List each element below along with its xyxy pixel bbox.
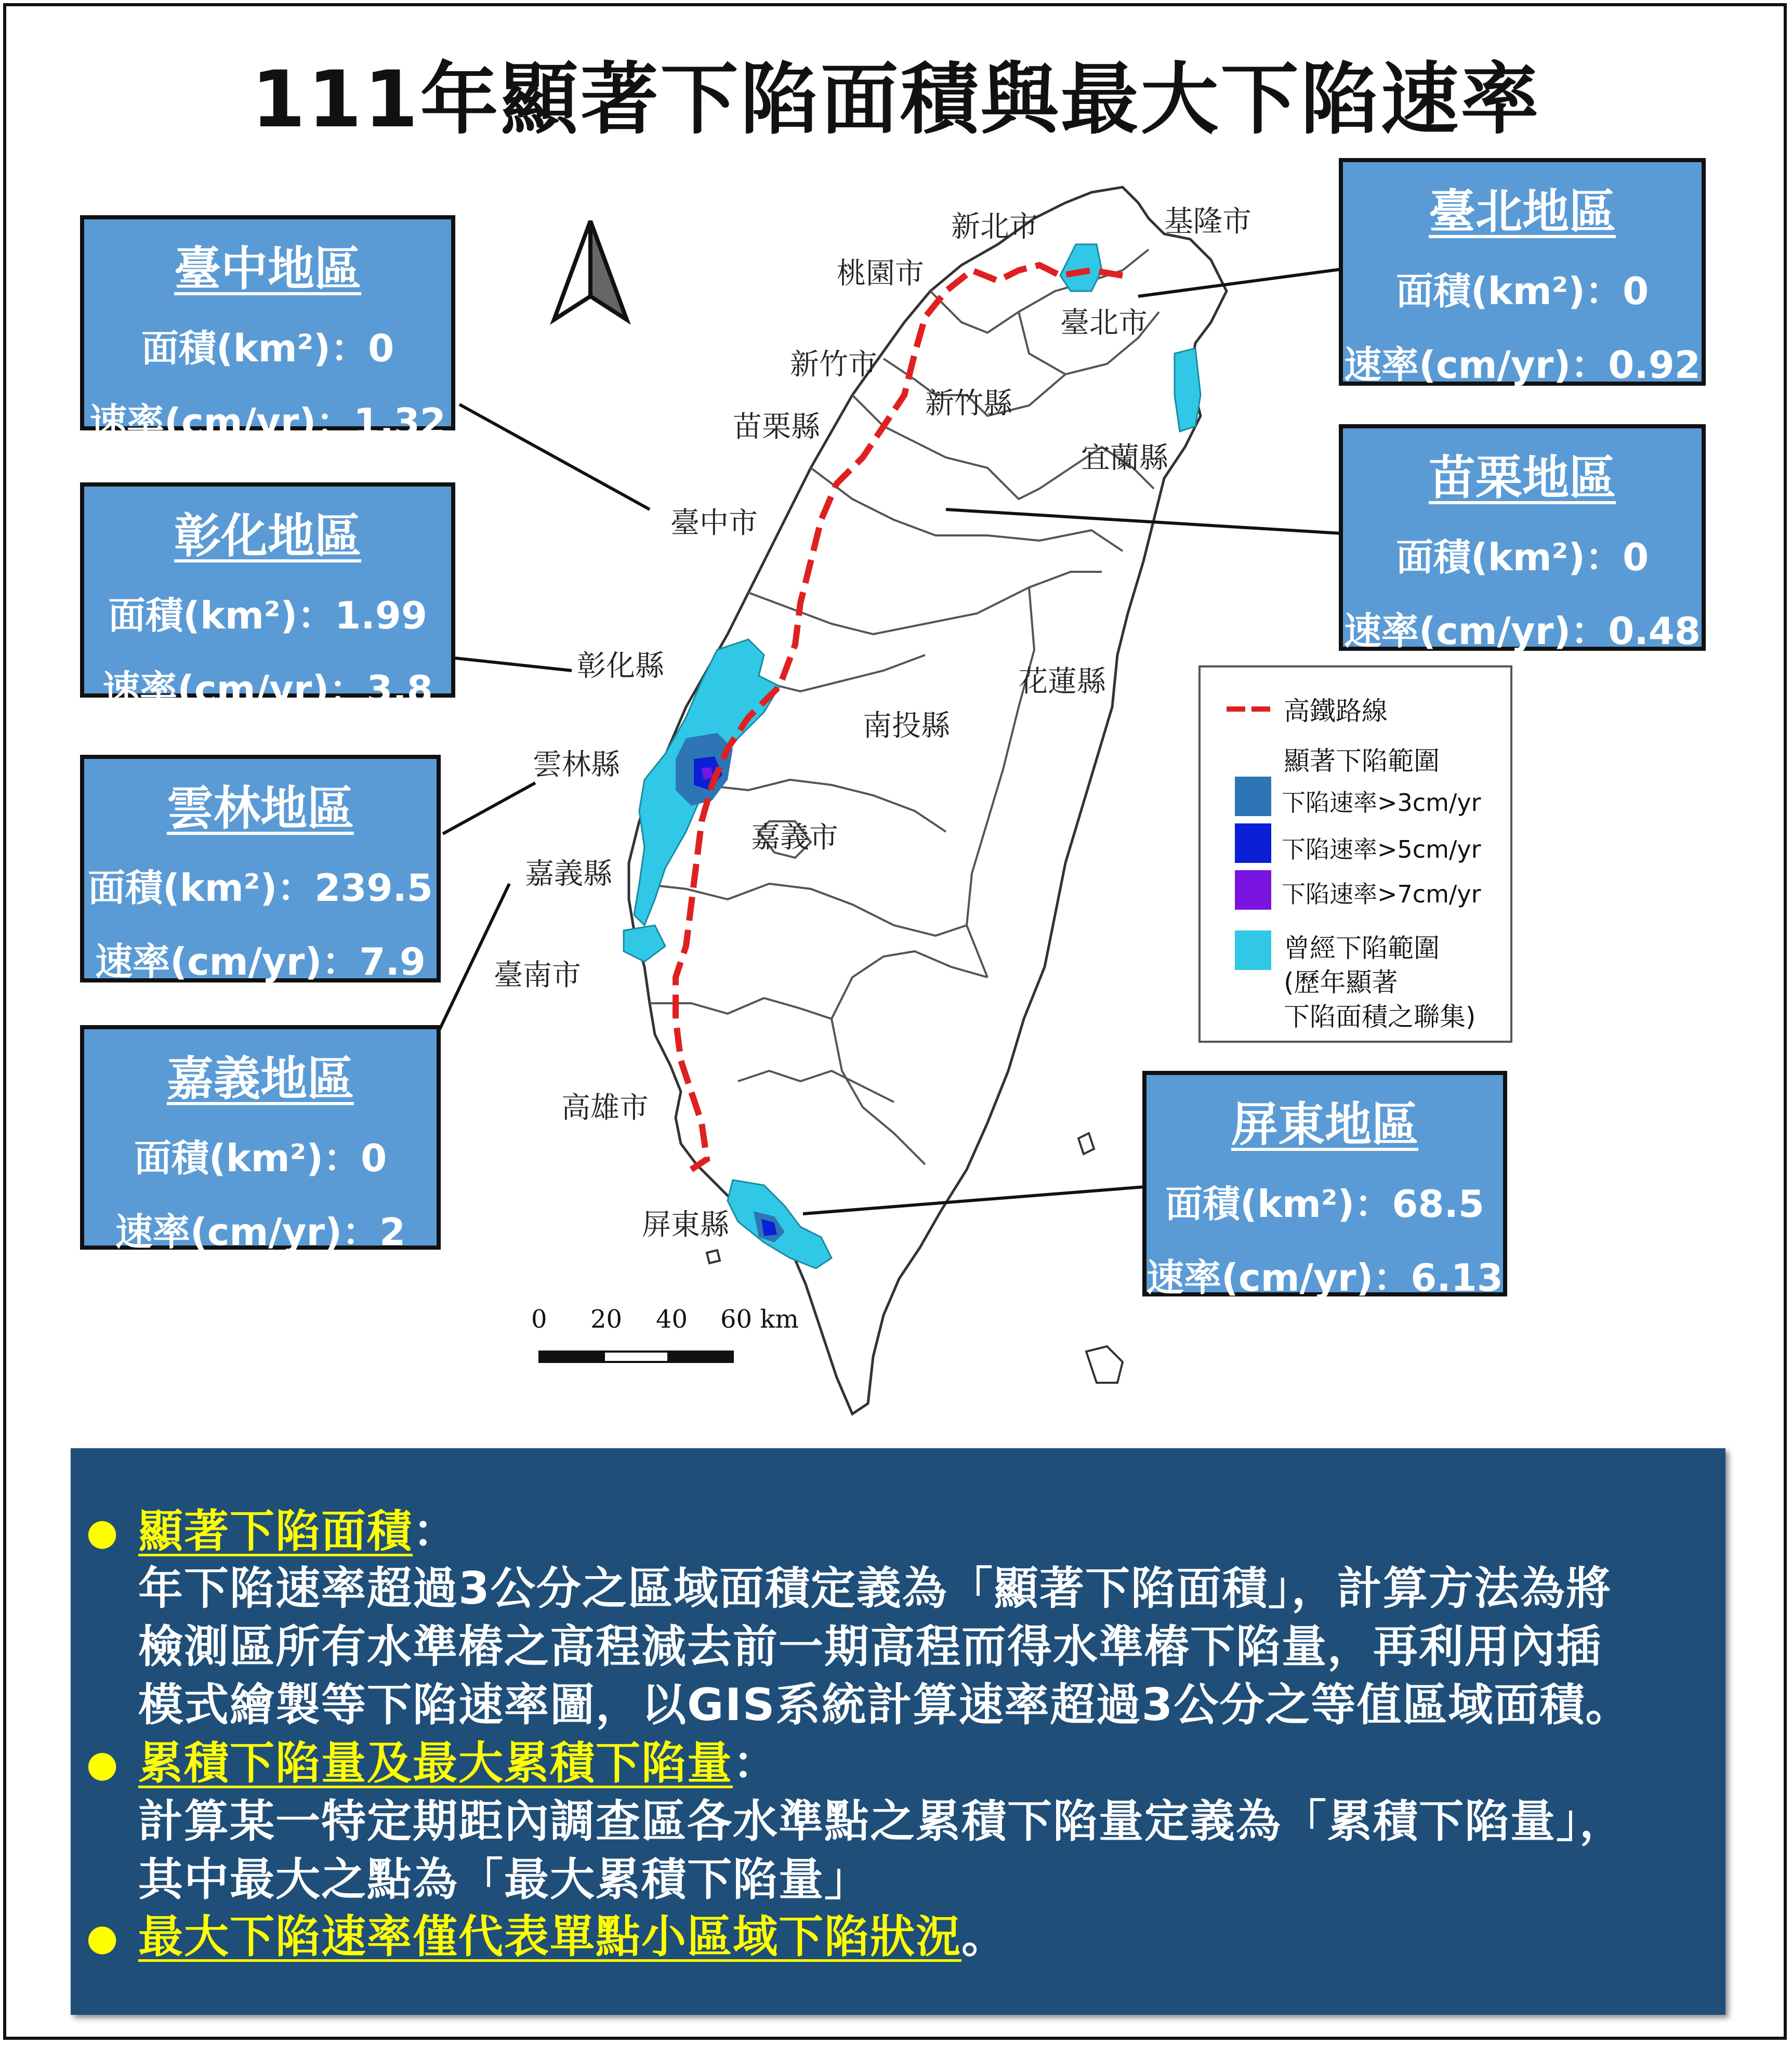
map-legend	[1198, 665, 1512, 1043]
scale-label-60: 60 km	[720, 1305, 799, 1334]
label-newtaipei: 新北市	[951, 210, 1038, 244]
definition-1-line-2: 檢測區所有水準樁之高程減去前一期高程而得水準樁下陷量，再利用內插	[138, 1621, 1602, 1673]
region-name: 臺北地區	[1429, 185, 1616, 239]
region-area: 面積(km²)：0	[1395, 269, 1649, 313]
scale-bar	[539, 1352, 733, 1362]
legend-gt3-label: 下陷速率>3cm/yr	[1282, 789, 1481, 817]
page-title: 111年顯著下陷面積與最大下陷速率	[251, 55, 1541, 145]
label-pingtung: 屏東縣	[642, 1208, 729, 1242]
label-chiayi-city: 嘉義市	[751, 821, 838, 855]
region-box-taipei	[1339, 158, 1706, 386]
scale-label-0: 0	[531, 1305, 547, 1334]
definitions-panel	[71, 1448, 1725, 2015]
region-name: 雲林地區	[167, 781, 354, 836]
label-tainan: 臺南市	[494, 959, 581, 992]
definition-2-line-1: 計算某一特定期距內調查區各水準點之累積下陷量定義為「累積下陷量」，	[138, 1795, 1625, 1847]
region-rate: 速率(cm/yr)：2	[115, 1210, 406, 1254]
label-keelung: 基隆市	[1164, 205, 1251, 239]
region-area: 面積(km²)：239.5	[88, 866, 433, 910]
xiaoliuqiu	[707, 1250, 720, 1263]
label-taoyuan: 桃園市	[837, 257, 924, 291]
region-name: 臺中地區	[174, 242, 361, 296]
label-changhua: 彰化縣	[577, 649, 664, 683]
bullet-icon: ●	[86, 1916, 118, 1959]
label-taipei-city: 臺北市	[1060, 306, 1148, 340]
region-area: 面積(km²)：0	[134, 1136, 387, 1180]
legend-gt5-label: 下陷速率>5cm/yr	[1282, 835, 1481, 863]
region-box-changhua	[80, 482, 455, 711]
region-rate: 速率(cm/yr)：1.32	[89, 400, 446, 444]
legend-gt3-swatch	[1235, 777, 1271, 816]
region-box-yunlin	[80, 755, 441, 982]
region-name: 嘉義地區	[167, 1052, 354, 1106]
label-hsinchu-city: 新竹市	[790, 348, 877, 382]
scale-label-20: 20	[590, 1305, 623, 1334]
scale-label-40: 40	[656, 1305, 688, 1334]
bullet-icon: ●	[86, 1742, 118, 1785]
region-box-taichung	[80, 215, 455, 444]
region-box-chiayi	[80, 1025, 441, 1254]
region-rate: 速率(cm/yr)：0.92	[1344, 343, 1701, 387]
legend-hsr-swatch	[1227, 704, 1273, 714]
region-area: 面積(km²)：0	[1395, 535, 1649, 579]
label-miaoli: 苗栗縣	[733, 410, 820, 444]
region-area: 面積(km²)：1.99	[108, 594, 427, 637]
label-nantou: 南投縣	[863, 709, 950, 743]
definition-1-line-1: 年下陷速率超過3公分之區域面積定義為「顯著下陷面積」，計算方法為將	[138, 1563, 1612, 1615]
legend-hsr-label: 高鐵路線	[1284, 696, 1388, 726]
definition-1-line-3: 模式繪製等下陷速率圖，以GIS系統計算速率超過3公分之等值區域面積。	[138, 1679, 1631, 1731]
region-box-miaoli	[1339, 424, 1706, 651]
legend-gt7-swatch	[1235, 870, 1271, 910]
label-hsinchu-county: 新竹縣	[925, 387, 1012, 421]
legend-historic-label-1: 曾經下陷範圍	[1284, 933, 1440, 963]
definition-2-title: 累積下陷量及最大累積下陷量：	[138, 1737, 779, 1789]
region-rate: 速率(cm/yr)：6.13	[1147, 1256, 1503, 1300]
label-yunlin: 雲林縣	[533, 748, 620, 782]
label-chiayi-county: 嘉義縣	[525, 857, 612, 891]
orchid-island	[1086, 1346, 1123, 1383]
legend-historic-label-2: (歷年顯著	[1284, 967, 1398, 998]
legend-significant-title: 顯著下陷範圍	[1284, 746, 1440, 776]
label-kaohsiung: 高雄市	[561, 1091, 649, 1125]
label-hualien: 花蓮縣	[1019, 665, 1106, 699]
region-rate: 速率(cm/yr)：0.48	[1344, 609, 1701, 653]
region-area: 面積(km²)：68.5	[1165, 1182, 1484, 1226]
region-name: 屏東地區	[1231, 1097, 1418, 1152]
region-name: 彰化地區	[174, 509, 361, 563]
definition-3: 最大下陷速率僅代表單點小區域下陷狀況。	[138, 1911, 1007, 1963]
legend-historic-swatch	[1235, 930, 1271, 970]
region-rate: 速率(cm/yr)：7.9	[95, 940, 426, 984]
green-island	[1078, 1133, 1094, 1154]
region-name: 苗栗地區	[1429, 451, 1616, 505]
label-taichung: 臺中市	[670, 506, 758, 540]
label-yilan: 宜蘭縣	[1081, 441, 1168, 475]
region-box-pingtung	[1142, 1071, 1507, 1300]
region-area: 面積(km²)：0	[141, 326, 394, 370]
bullet-icon: ●	[86, 1511, 118, 1553]
legend-gt5-swatch	[1235, 823, 1271, 863]
definition-1-title: 顯著下陷面積：	[138, 1505, 458, 1557]
definition-2-line-2: 其中最大之點為「最大累積下陷量」	[138, 1854, 870, 1906]
north-arrow-icon	[554, 221, 627, 320]
region-rate: 速率(cm/yr)：3.8	[102, 667, 433, 711]
legend-gt7-label: 下陷速率>7cm/yr	[1282, 880, 1481, 908]
legend-historic-label-3: 下陷面積之聯集)	[1284, 1002, 1476, 1032]
